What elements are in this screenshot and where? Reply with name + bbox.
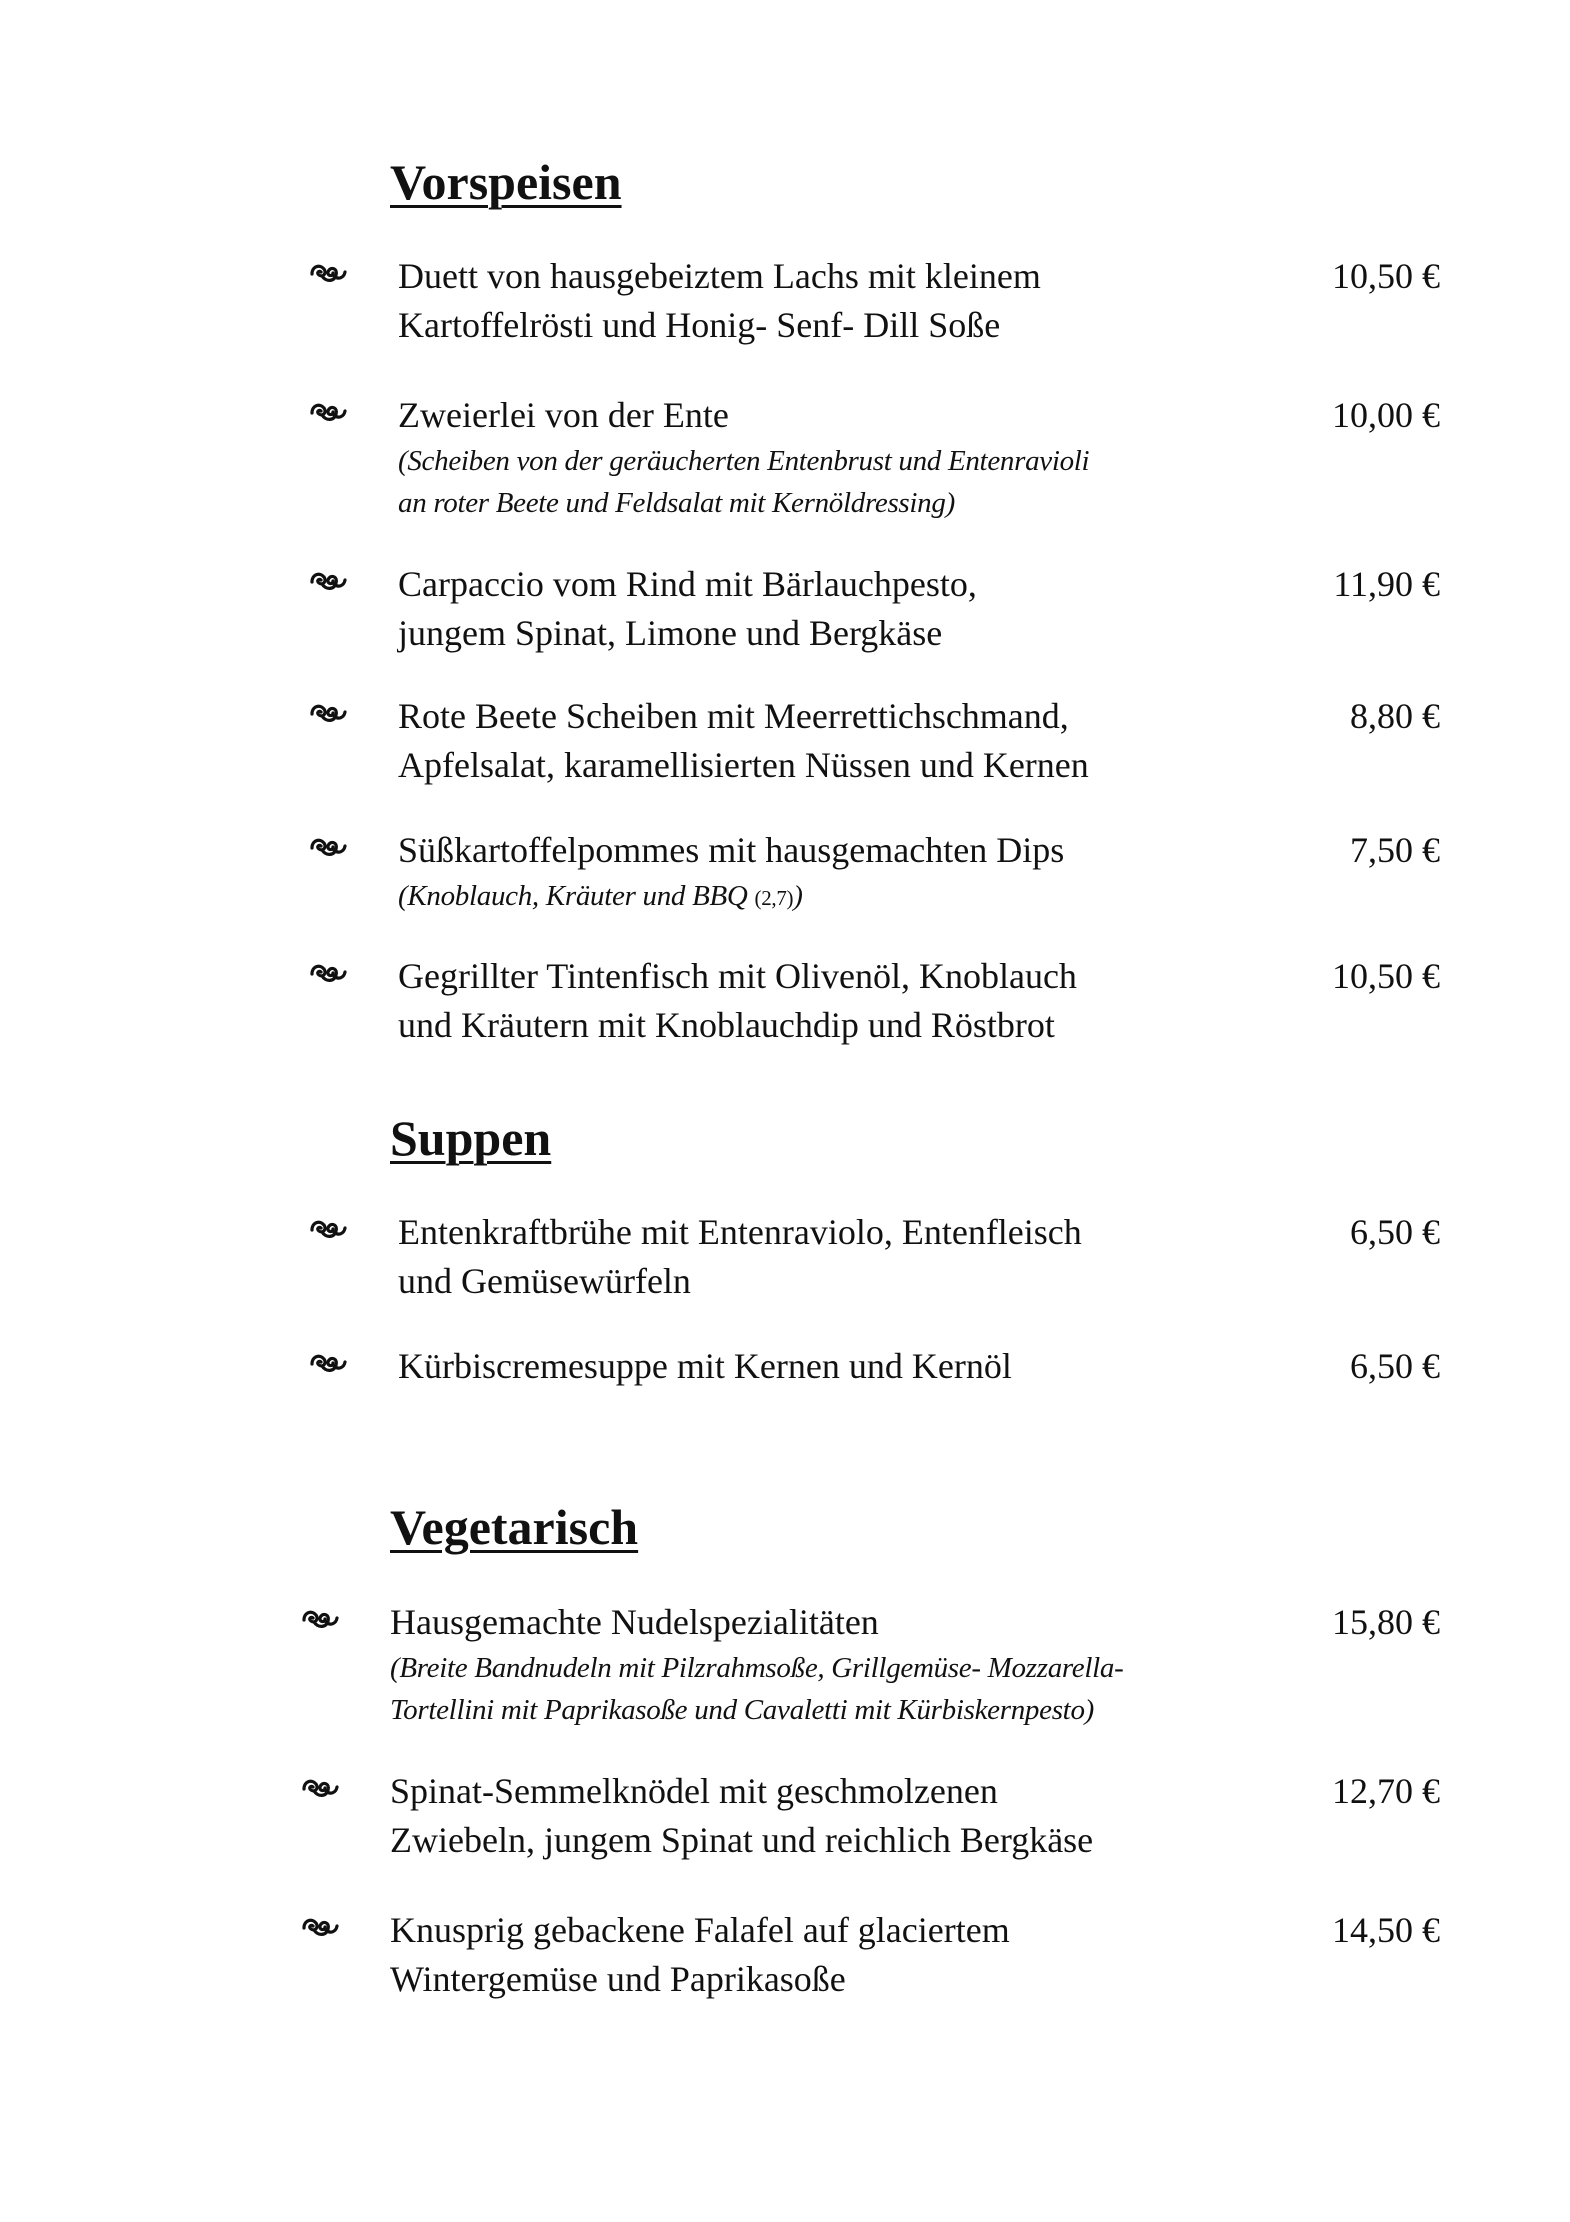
item-line: Duett von hausgebeiztem Lachs mit kleinem (398, 256, 1041, 296)
section-title: Vorspeisen (390, 154, 622, 210)
item-price: 15,80 € (1332, 1602, 1440, 1642)
item-line: Zwiebeln, jungem Spinat und reichlich Bergkäse (390, 1820, 1094, 1860)
allergen-codes: (2,7) (754, 886, 794, 910)
swirl-bullet-icon (308, 260, 348, 286)
item-line: Apfelsalat, karamellisierten Nüssen und Kernen (398, 745, 1089, 785)
item-line: Hausgemachte Nudelspezialitäten (390, 1602, 879, 1642)
swirl-bullet-icon (308, 1350, 348, 1376)
note-text: (Knoblauch, Kräuter und BBQ (398, 880, 755, 912)
item-note: (Scheiben von der geräucherten Entenbrust und Entenravioli (398, 445, 1090, 477)
item-line: Knusprig gebackene Falafel auf glaciertem (390, 1910, 1010, 1950)
item-description (398, 692, 1298, 790)
item-line: Spinat-Semmelknödel mit geschmolzenen (390, 1771, 998, 1811)
item-note: Tortellini mit Paprikasoße und Cavaletti mit Kürbiskernpesto) (390, 1694, 1094, 1726)
item-line: Rote Beete Scheiben mit Meerrettichschmand, (398, 696, 1069, 736)
item-line: Gegrillter Tintenfisch mit Olivenöl, Knoblauch (398, 956, 1077, 996)
item-description (398, 826, 1298, 919)
item-description (398, 1208, 1298, 1306)
item-description (398, 252, 1298, 350)
item-price: 7,50 € (1350, 830, 1440, 870)
section-title: Suppen (390, 1110, 552, 1166)
item-line: Carpaccio vom Rind mit Bärlauchpesto, (398, 564, 977, 604)
item-price: 10,50 € (1332, 256, 1440, 296)
item-description (390, 1598, 1290, 1731)
item-price: 6,50 € (1350, 1346, 1440, 1386)
item-price: 10,50 € (1332, 956, 1440, 996)
swirl-bullet-icon (308, 834, 348, 860)
item-description (390, 1767, 1290, 1865)
swirl-bullet-icon (308, 568, 348, 594)
item-line: Entenkraftbrühe mit Entenraviolo, Entenfleisch (398, 1212, 1082, 1252)
item-description (390, 1906, 1290, 2004)
item-note: an roter Beete und Feldsalat mit Kernöldressing) (398, 487, 955, 519)
item-description (398, 560, 1298, 658)
item-note (398, 875, 1298, 919)
item-line: Zweierlei von der Ente (398, 395, 729, 435)
item-line: Wintergemüse und Paprikasoße (390, 1959, 846, 1999)
item-line: jungem Spinat, Limone und Bergkäse (398, 613, 943, 653)
item-line: Kürbiscremesuppe mit Kernen und Kernöl (398, 1346, 1012, 1386)
item-line: Kartoffelrösti und Honig- Senf- Dill Soße (398, 305, 1001, 345)
item-line: und Gemüsewürfeln (398, 1261, 691, 1301)
item-line: Süßkartoffelpommes mit hausgemachten Dips (398, 830, 1065, 870)
item-description (398, 391, 1298, 524)
item-description (398, 952, 1298, 1050)
swirl-bullet-icon (300, 1606, 340, 1632)
note-close: ) (793, 880, 803, 912)
item-price: 8,80 € (1350, 696, 1440, 736)
swirl-bullet-icon (300, 1775, 340, 1801)
item-note: (Breite Bandnudeln mit Pilzrahmsoße, Grillgemüse- Mozzarella- (390, 1652, 1124, 1684)
swirl-bullet-icon (308, 1216, 348, 1242)
swirl-bullet-icon (300, 1914, 340, 1940)
swirl-bullet-icon (308, 399, 348, 425)
item-description (398, 1342, 1298, 1391)
item-price: 6,50 € (1350, 1212, 1440, 1252)
swirl-bullet-icon (308, 700, 348, 726)
item-price: 12,70 € (1332, 1771, 1440, 1811)
swirl-bullet-icon (308, 960, 348, 986)
item-price: 10,00 € (1332, 395, 1440, 435)
item-line: und Kräutern mit Knoblauchdip und Röstbrot (398, 1005, 1055, 1045)
section-title: Vegetarisch (390, 1499, 639, 1555)
item-price: 11,90 € (1333, 564, 1440, 604)
item-price: 14,50 € (1332, 1910, 1440, 1950)
